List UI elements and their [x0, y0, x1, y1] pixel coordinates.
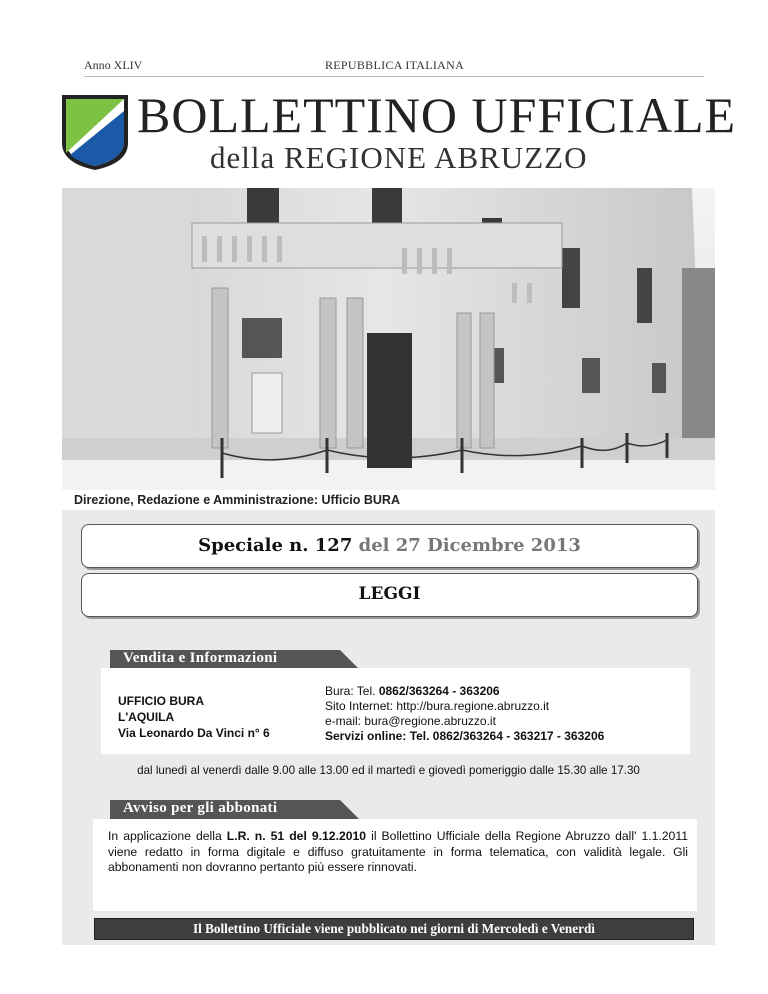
photo-caption: Direzione, Redazione e Amministrazione: Ufficio BURA — [74, 493, 400, 507]
phone-numbers: 0862/363264 - 363206 — [378, 684, 500, 698]
bulletin-title: BOLLETTINO UFFICIALE — [137, 87, 737, 143]
year-label: Anno XLIV — [84, 58, 143, 72]
vendita-tab-label: Vendita e Informazioni — [123, 650, 278, 666]
palazzo-photo — [62, 188, 715, 491]
footer-bar — [94, 918, 694, 940]
contact-details — [325, 684, 604, 744]
office-city: L'AQUILA — [118, 710, 175, 724]
phone-prefix: Bura: Tel. — [325, 684, 379, 698]
office-street: Via Leonardo Da Vinci n° 6 — [118, 726, 270, 740]
opening-hours: dal lunedì al venerdì dalle 9.00 alle 13.00 ed il martedì e giovedì pomeriggio dalle 15.30 alle 17.30 — [137, 764, 640, 777]
vendita-tab — [110, 650, 360, 670]
online-numbers: : Tel. 0862/363264 - 363217 - 363206 — [402, 729, 605, 743]
website-line[interactable]: Sito Internet: http://bura.regione.abruzzo.it — [325, 699, 550, 713]
law-reference: L.R. n. 51 del 9.12.2010 — [226, 829, 367, 843]
office-name: UFFICIO BURA — [118, 694, 204, 708]
avviso-text — [108, 829, 688, 876]
contact-box — [101, 668, 690, 754]
section-title: LEGGI — [358, 584, 421, 604]
republic-label: REPUBBLICA ITALIANA — [325, 58, 465, 72]
header-rule — [84, 76, 704, 77]
section-box — [81, 573, 698, 617]
email-line[interactable]: e-mail: bura@regione.abruzzo.it — [325, 714, 496, 728]
abruzzo-shield-icon — [60, 93, 130, 171]
issue-date: del 27 Dicembre 2013 — [358, 535, 581, 556]
office-address — [118, 693, 270, 741]
avviso-box — [93, 819, 697, 911]
issue-number-box — [81, 524, 698, 568]
online-services-line — [325, 729, 604, 744]
issue-number: Speciale n. 127 — [198, 535, 353, 556]
avviso-tab — [110, 800, 360, 820]
avviso-tab-label: Avviso per gli abbonati — [123, 800, 278, 816]
footer-text: Il Bollettino Ufficiale viene pubblicato nei giorni di Mercoledì e Venerdì — [193, 921, 595, 936]
phone-line — [325, 684, 604, 699]
photo-caption-bar — [62, 490, 715, 510]
region-title: della REGIONE ABRUZZO — [210, 140, 588, 175]
online-label: Servizi online — [325, 729, 403, 743]
avviso-text-end: il Bollettino Ufficiale della Regione Abruzzo dall' 1.1.2011 viene redatto in forma digitale e diffuso gratuitamente in forma telematica, con validità legale. Gli abbonamenti non dovranno pertanto più essere rinnovati. — [108, 829, 688, 874]
avviso-text-start: In applicazione della — [108, 829, 227, 843]
issue-heading — [82, 535, 697, 556]
